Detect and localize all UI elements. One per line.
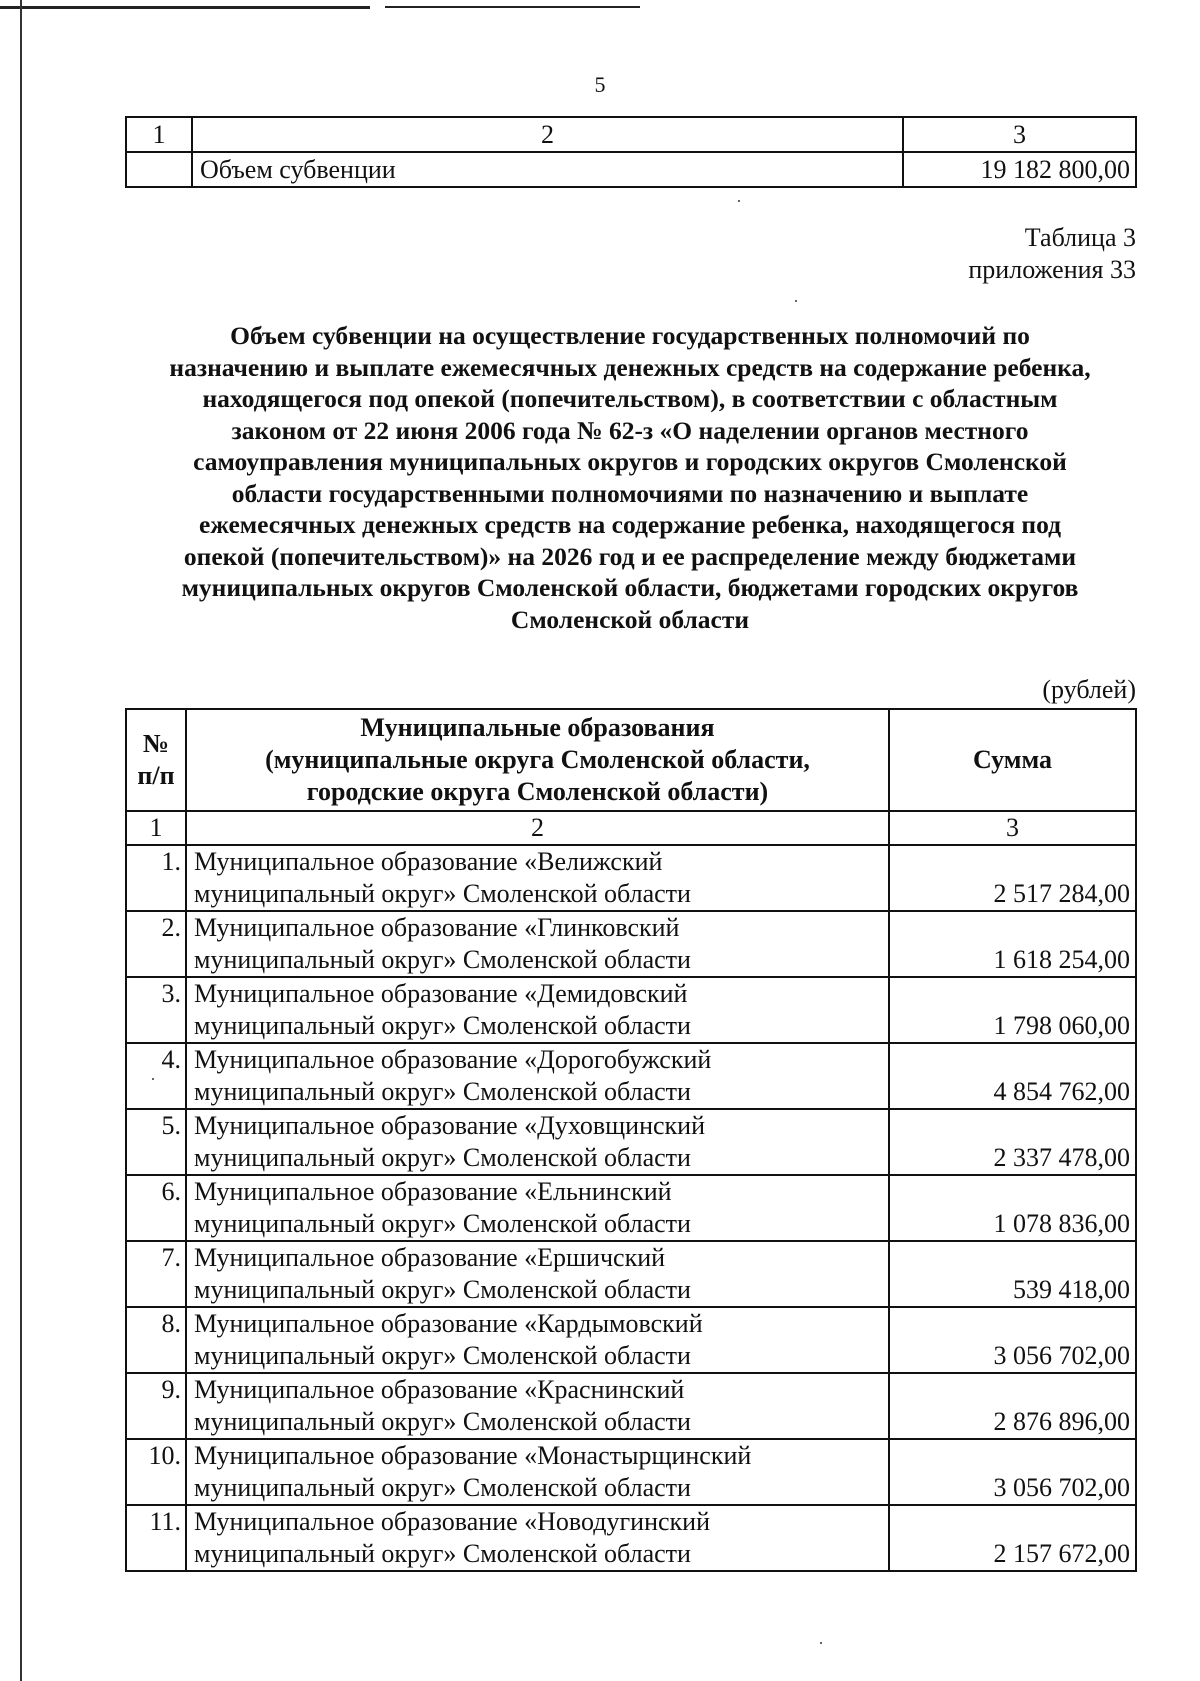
column-number: 2 [192, 117, 903, 152]
empty-cell [126, 152, 192, 187]
row-number: 8. [126, 1307, 186, 1373]
municipality-name-cell [186, 977, 889, 1043]
municipality-name-line: Муниципальное образование «Демидовский [194, 979, 688, 1008]
heading-line: Объем субвенции на осуществление государственных полномочий по [230, 321, 1030, 350]
subvention-total-row [126, 152, 1136, 187]
municipality-name-line: Муниципальное образование «Кардымовский [194, 1309, 703, 1338]
municipality-name-cell [186, 1505, 889, 1571]
row-number: 2. [126, 911, 186, 977]
subvention-amount: 1 618 254,00 [889, 911, 1136, 977]
table-header-row [126, 709, 1136, 811]
municipality-name-cell [186, 1175, 889, 1241]
continuation-table [125, 116, 1137, 188]
heading-line: находящегося под опекой (попечительством), в соответствии с областным [202, 384, 1058, 413]
subvention-amount: 1 798 060,00 [889, 977, 1136, 1043]
heading-line: самоуправления муниципальных округов и городских округов Смоленской [193, 447, 1067, 476]
units-label: (рублей) [1042, 675, 1136, 704]
municipality-name-line: Муниципальное образование «Велижский [194, 847, 663, 876]
subvention-amount: 3 056 702,00 [889, 1439, 1136, 1505]
scan-speck [795, 300, 797, 302]
row-number: 9. [126, 1373, 186, 1439]
heading-line: муниципальных округов Смоленской области, бюджетами городских округов [181, 573, 1079, 602]
table-row [126, 1043, 1136, 1109]
subvention-amount: 2 876 896,00 [889, 1373, 1136, 1439]
municipality-name-line: Муниципальное образование «Духовщинский [194, 1111, 706, 1140]
table-label-line: приложения 33 [968, 255, 1136, 284]
row-number: 3. [126, 977, 186, 1043]
municipality-name-cell [186, 1439, 889, 1505]
municipality-name-line: муниципальный округ» Смоленской области [194, 1341, 691, 1370]
row-number: 11. [126, 1505, 186, 1571]
municipality-name-cell [186, 1241, 889, 1307]
column-number: 1 [126, 117, 192, 152]
heading-line: ежемесячных денежных средств на содержание ребенка, находящегося под [199, 510, 1061, 539]
table-label [968, 222, 1136, 286]
municipality-name-cell [186, 1109, 889, 1175]
header-number-cell [126, 709, 186, 811]
table-row [126, 911, 1136, 977]
subvention-amount: 2 337 478,00 [889, 1109, 1136, 1175]
municipality-name-cell [186, 1043, 889, 1109]
heading-line: области государственными полномочиями по назначению и выплате [231, 478, 1029, 508]
row-number: 1. [126, 845, 186, 911]
subvention-amount: 539 418,00 [889, 1241, 1136, 1307]
municipality-name-line: Муниципальное образование «Краснинский [194, 1375, 685, 1404]
municipality-name-line: муниципальный округ» Смоленской области [194, 1539, 691, 1568]
table-row [126, 845, 1136, 911]
municipality-name-line: муниципальный округ» Смоленской области [194, 1077, 691, 1106]
continuation-header-row [126, 117, 1136, 152]
table-row [126, 1241, 1136, 1307]
municipality-name-cell [186, 1373, 889, 1439]
table-row [126, 1505, 1136, 1571]
municipality-name-line: Муниципальное образование «Ельнинский [194, 1177, 672, 1206]
header-number-line: п/п [137, 761, 175, 790]
municipality-name-cell [186, 1307, 889, 1373]
subvention-amount: 1 078 836,00 [889, 1175, 1136, 1241]
subvention-amount: 3 056 702,00 [889, 1307, 1136, 1373]
page-number: 5 [594, 72, 606, 97]
table-label-line: Таблица 3 [1024, 223, 1136, 252]
distribution-table [125, 708, 1137, 1572]
municipality-name-line: муниципальный округ» Смоленской области [194, 1407, 691, 1436]
subvention-total-value: 19 182 800,00 [903, 152, 1136, 187]
municipality-name-line: муниципальный округ» Смоленской области [194, 1143, 691, 1172]
row-number: 5. [126, 1109, 186, 1175]
table-row [126, 1109, 1136, 1175]
table-row [126, 977, 1136, 1043]
header-municipality-line: Муниципальные образования [360, 713, 715, 742]
column-numbers-row [126, 811, 1136, 845]
heading-line: опекой (попечительством)» на 2026 год и ее распределение между бюджетами [183, 541, 1077, 571]
header-municipality-line: (муниципальные округа Смоленской области, [265, 745, 810, 774]
row-number: 7. [126, 1241, 186, 1307]
table-row [126, 1307, 1136, 1373]
column-number: 3 [889, 811, 1136, 845]
municipality-name-line: Муниципальное образование «Монастырщинский [194, 1441, 752, 1470]
subvention-total-label: Объем субвенции [192, 152, 903, 187]
row-number: 10. [126, 1439, 186, 1505]
column-number: 2 [186, 811, 889, 845]
municipality-name-line: муниципальный округ» Смоленской области [194, 879, 691, 908]
header-number-line: № [142, 729, 170, 758]
column-number: 1 [126, 811, 186, 845]
scan-artifact-top-line-2 [385, 6, 640, 8]
municipality-name-cell [186, 911, 889, 977]
municipality-name-line: муниципальный округ» Смоленской области [194, 1275, 691, 1304]
table-body [126, 845, 1136, 1571]
municipality-name-line: муниципальный округ» Смоленской области [194, 1473, 691, 1502]
column-number: 3 [903, 117, 1136, 152]
row-number: 6. [126, 1175, 186, 1241]
scan-artifact-top-line [0, 6, 370, 9]
municipality-name-line: муниципальный округ» Смоленской области [194, 1011, 691, 1040]
municipality-name-line: Муниципальное образование «Ершичский [194, 1243, 666, 1272]
heading-line: Смоленской области [510, 604, 750, 634]
subvention-amount: 2 157 672,00 [889, 1505, 1136, 1571]
scan-speck [738, 200, 740, 202]
header-sum-cell: Сумма [889, 709, 1136, 811]
subvention-amount: 4 854 762,00 [889, 1043, 1136, 1109]
municipality-name-line: Муниципальное образование «Глинковский [194, 913, 680, 942]
table-row [126, 1439, 1136, 1505]
municipality-name-line: Муниципальное образование «Дорогобужский [194, 1045, 712, 1074]
heading-line: назначению и выплате ежемесячных денежных средств на содержание ребенка, [169, 352, 1091, 382]
municipality-name-line: муниципальный округ» Смоленской области [194, 1209, 691, 1238]
row-number: 4. [126, 1043, 186, 1109]
heading-line: законом от 22 июня 2006 года № 62-з «О наделении органов местного [231, 415, 1029, 445]
scan-artifact-left-edge [20, 0, 22, 1681]
document-heading [120, 320, 1140, 635]
scan-speck [820, 1642, 822, 1644]
municipality-name-line: муниципальный округ» Смоленской области [194, 945, 691, 974]
municipality-name-line: Муниципальное образование «Новодугинский [194, 1507, 710, 1536]
header-municipality-cell [186, 709, 889, 811]
table-row [126, 1373, 1136, 1439]
subvention-amount: 2 517 284,00 [889, 845, 1136, 911]
table-row [126, 1175, 1136, 1241]
header-municipality-line: городские округа Смоленской области) [306, 777, 769, 806]
municipality-name-cell [186, 845, 889, 911]
